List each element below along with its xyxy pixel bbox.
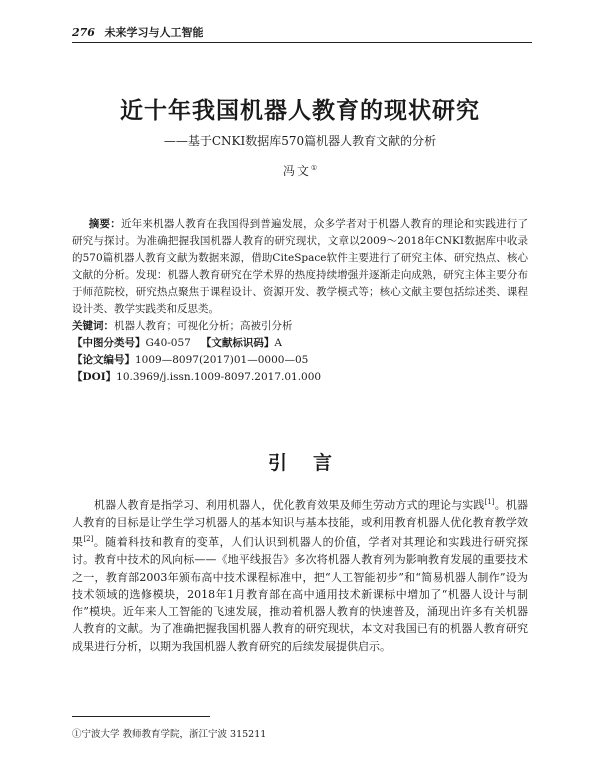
doi-value: 10.3969/j.issn.1009-8097.2017.01.000	[116, 371, 322, 383]
author-footnote-mark: ①	[310, 164, 318, 172]
abstract	[72, 216, 528, 318]
keywords-text: 机器人教育；可视化分析；高被引分析	[114, 320, 293, 332]
article-title: 近十年我国机器人教育的现状研究	[120, 97, 480, 124]
abstract-label: 摘要：	[88, 218, 121, 230]
doc-code-value: A	[274, 337, 282, 349]
doi-line	[72, 369, 528, 386]
doi-label: 【DOI】	[72, 371, 117, 383]
footnote: ①宁波大学 教师教育学院，浙江宁波 315211	[72, 729, 267, 740]
article-number-value: 1009—8097(2017)01—0000—05	[135, 354, 309, 366]
article-subtitle: ——基于CNKI数据库570篇机器人教育文献的分析	[163, 134, 437, 148]
article-metadata	[72, 216, 528, 386]
clc-value: G40-057	[145, 337, 191, 349]
body-paragraph	[72, 494, 528, 655]
page-number: 276	[72, 26, 95, 39]
article-number-label: 【论文编号】	[72, 354, 135, 366]
classification-line	[72, 335, 528, 352]
running-header	[72, 24, 532, 40]
body-text	[72, 494, 528, 655]
doc-code-label: 【文献标识码】	[200, 337, 275, 349]
section-heading: 引言	[267, 452, 358, 474]
journal-name: 未来学习与人工智能	[104, 26, 204, 39]
author-line	[0, 162, 600, 179]
citation-ref-2: [2]	[83, 535, 94, 544]
keywords	[72, 318, 528, 335]
author-name: 冯文	[282, 164, 311, 178]
header-divider	[72, 42, 532, 43]
body-text-segment: 机器人教育是指学习、利用机器人，优化教育效果及师生劳动方式的理论与实践	[94, 498, 485, 512]
body-text-segment: 。机器人教育的目标是让学生学习机器人的基本知识与基本技能，或利用教育机器人优化教育教学效果	[72, 498, 529, 549]
clc-label: 【中图分类号】	[72, 337, 146, 349]
abstract-text: 近年来机器人教育在我国得到普遍发展，众多学者对于机器人教育的理论和实践进行了研究与探讨。为准确把握我国机器人教育的研究现状，文章以2009～2018年CNKI数据库中收录的570篇机器人教育文献为数据来源，借助CiteSpace软件主要进行了研究主体、研究热点、核心文献的分析。发现：机器人教育研究在学术界的热度持续增强并逐渐走向成熟，研究主体主要分布于师范院校，研究热点聚焦于课程设计、资源开发、教学模式等；核心文献主要包括综述类、课程设计类、教学实践类和反思类。	[72, 218, 529, 315]
keywords-label: 关键词：	[72, 320, 114, 332]
citation-ref-1: [1]	[484, 498, 495, 506]
body-text-segment: 。随着科技和教育的变革，人们认识到机器人的价值，学者对其理论和实践进行研究探讨。教育中技术的风向标——《地平线报告》多次将机器人教育列为影响教育发展的重要技术之一，教育部2003年颁布高中技术课程标准中，把“人工智能初步”和“简易机器人制作”设为技术领域的选修模块，2018年1月教育部在高中通用技术新课标中增加了“机器人设计与制作”模块。近年来人工智能的飞速发展，推动着机器人教育的快速普及，涌现出许多有关机器人教育的文献。为了准确把握我国机器人教育的研究现状，本文对我国已有的机器人教育研究成果进行分析，以期为我国机器人教育研究的后续发展提供启示。	[72, 535, 529, 653]
article-number-line	[72, 352, 528, 369]
footnote-divider	[72, 716, 210, 717]
